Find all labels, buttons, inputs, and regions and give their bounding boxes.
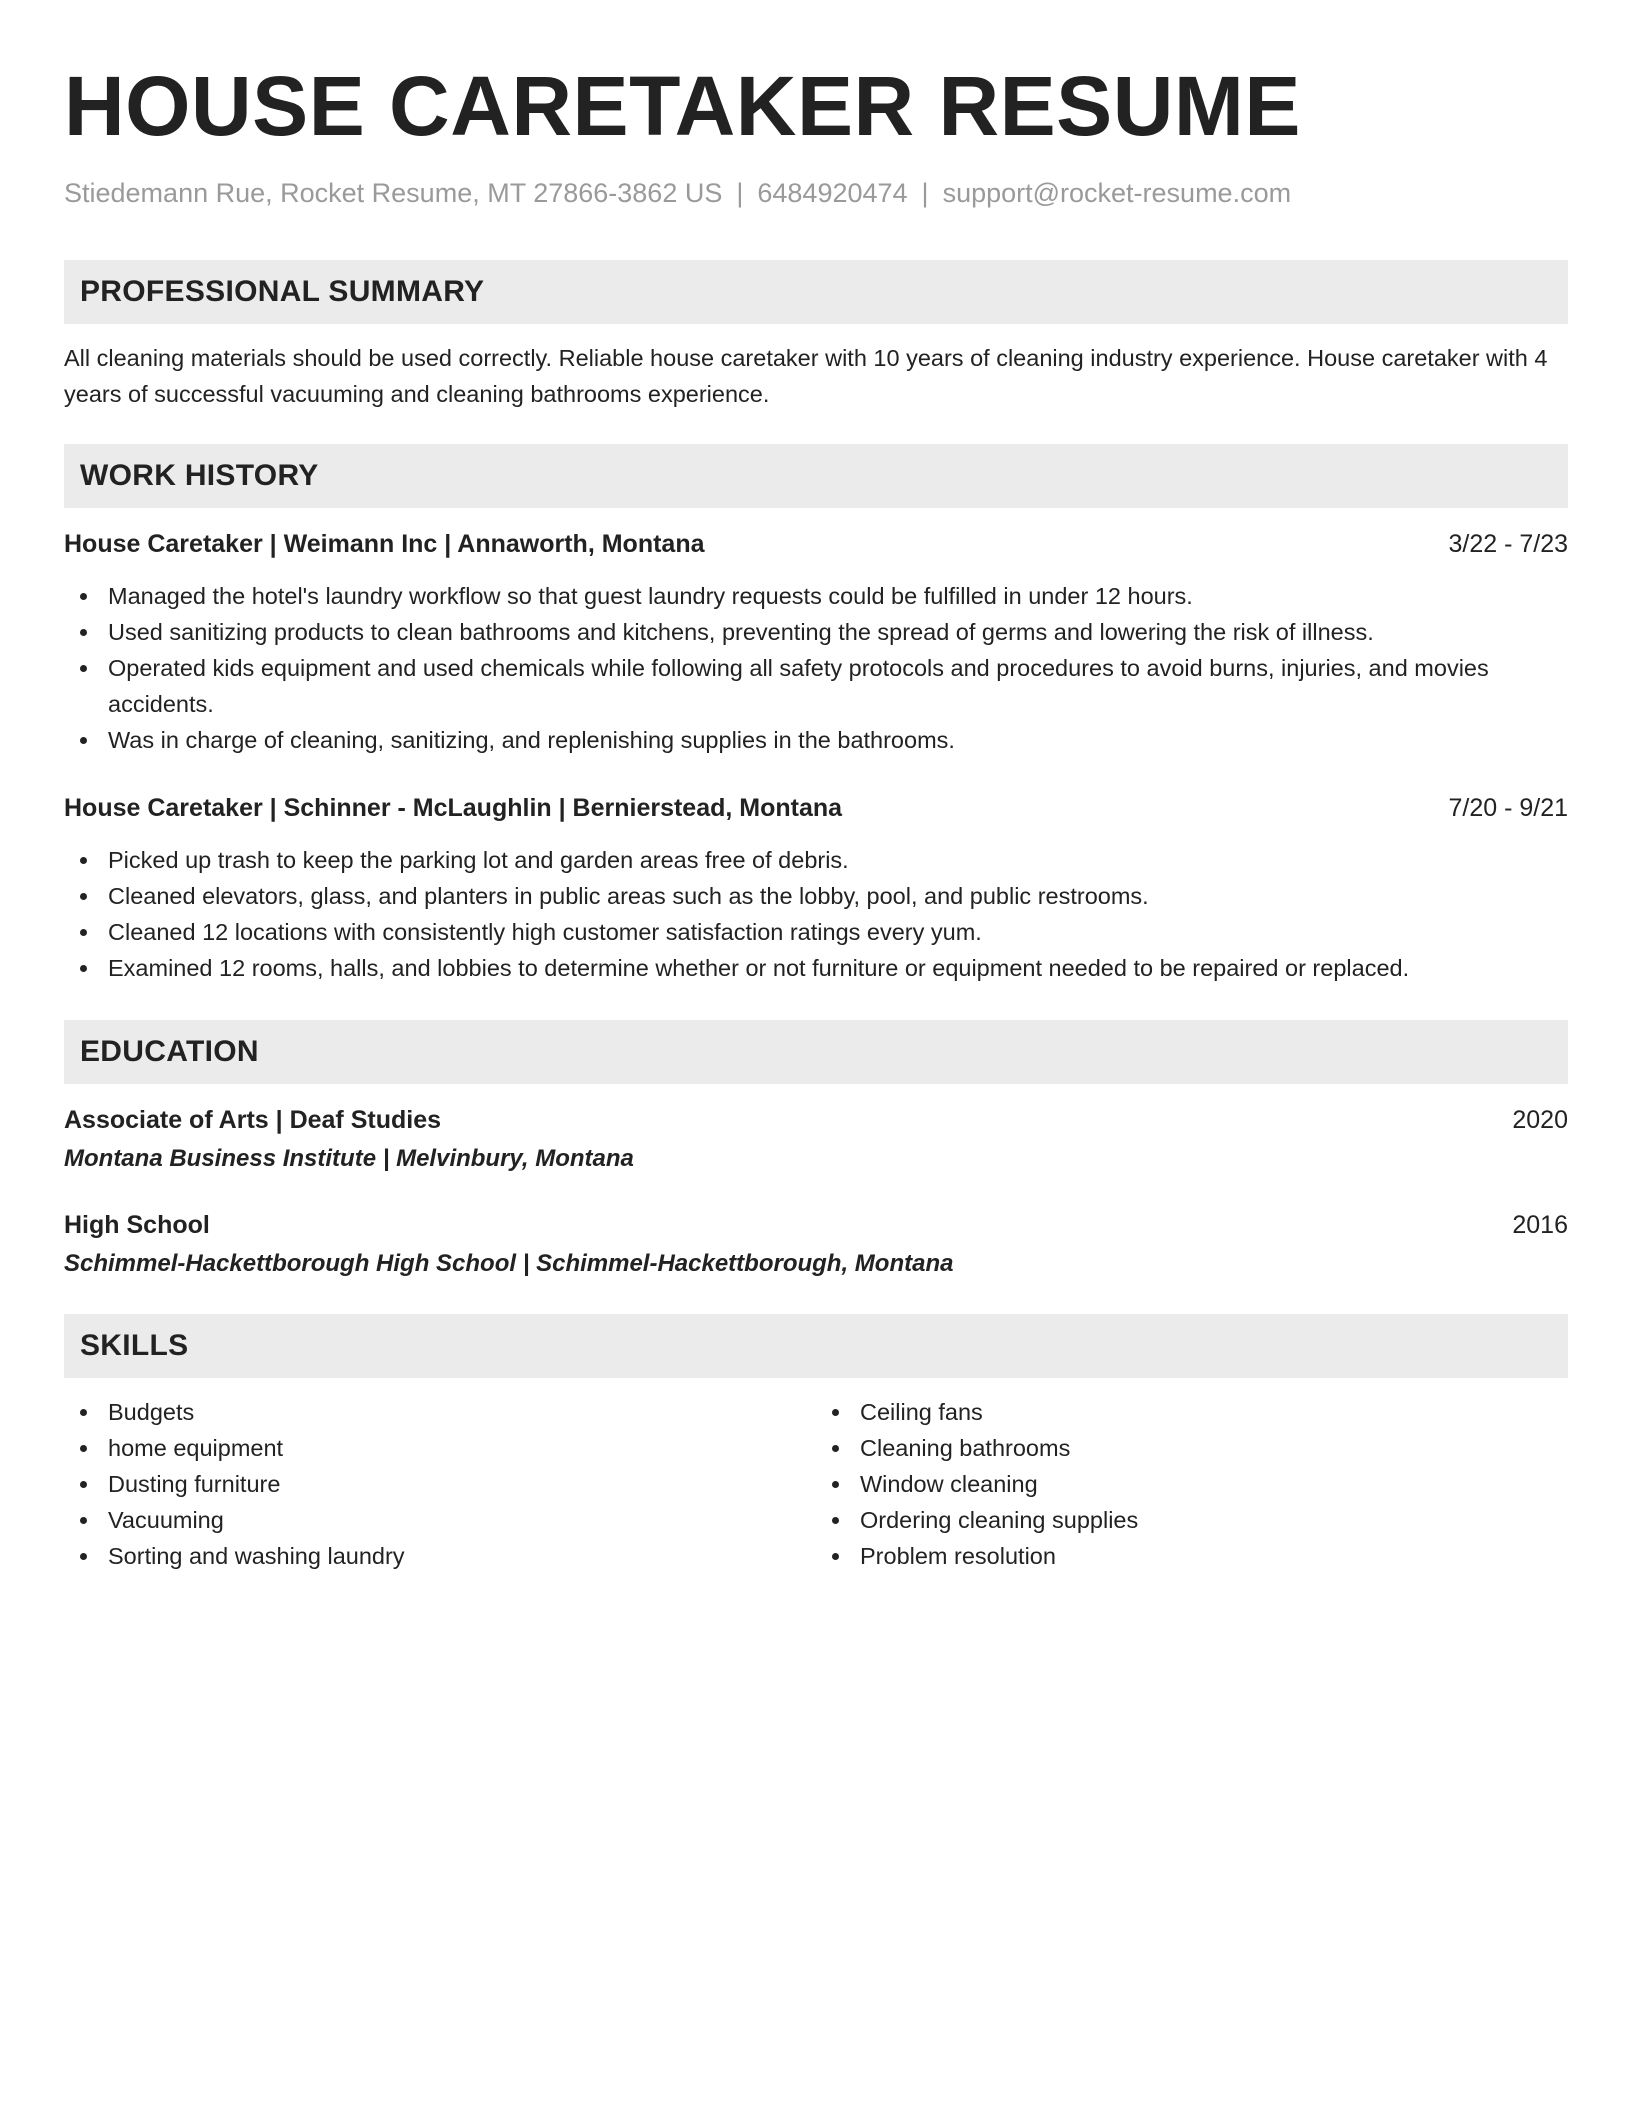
education-school: Montana Business Institute | Melvinbury, Montana [64,1145,634,1172]
job-bullet: Operated kids equipment and used chemicals while following all safety protocols and procedures to avoid burns, injuries, and movies accidents. [64,650,1568,722]
job-bullet: Picked up trash to keep the parking lot and garden areas free of debris. [64,842,1568,878]
job-bullet: Was in charge of cleaning, sanitizing, and replenishing supplies in the bathrooms. [64,722,1568,758]
job-bullet-list [64,842,1568,986]
section-heading-work-history: WORK HISTORY [64,444,1568,508]
contact-phone: 6484920474 [757,178,908,208]
contact-address: Stiedemann Rue, Rocket Resume, MT 27866-3862 US [64,178,723,208]
section-heading-summary: PROFESSIONAL SUMMARY [64,260,1568,324]
skill-item: Ceiling fans [816,1394,1568,1430]
job-bullet: Examined 12 rooms, halls, and lobbies to determine whether or not furniture or equipment needed to be repaired or replaced. [64,950,1568,986]
skill-item: Dusting furniture [64,1466,816,1502]
skills-list-right [816,1394,1568,1574]
skill-item: home equipment [64,1430,816,1466]
education-year: 2016 [1512,1211,1568,1239]
job-title: House Caretaker | Schinner - McLaughlin | Bernierstead, Montana [64,794,843,822]
job-dates: 3/22 - 7/23 [1448,530,1568,558]
skill-item: Budgets [64,1394,816,1430]
job-bullet: Managed the hotel's laundry workflow so that guest laundry requests could be fulfilled in under 12 hours. [64,578,1568,614]
skill-item: Vacuuming [64,1502,816,1538]
contact-separator: | [921,178,929,208]
skill-item: Cleaning bathrooms [816,1430,1568,1466]
skill-item: Ordering cleaning supplies [816,1502,1568,1538]
job-title: House Caretaker | Weimann Inc | Annaworth, Montana [64,530,705,558]
job-bullet-list [64,578,1568,758]
job-header [64,792,1568,824]
education-school: Schimmel-Hackettborough High School | Schimmel-Hackettborough, Montana [64,1250,954,1277]
job-bullet: Cleaned 12 locations with consistently high customer satisfaction ratings every yum. [64,914,1568,950]
summary-text: All cleaning materials should be used correctly. Reliable house caretaker with 10 years of cleaning industry experience. House caretaker with 4 years of successful vacuuming and cleaning bathrooms experience. [64,345,1548,407]
education-header [64,1104,1568,1136]
education-degree: High School [64,1211,210,1239]
education-year: 2020 [1512,1106,1568,1134]
education-header [64,1209,1568,1241]
job-header [64,528,1568,560]
skill-item: Problem resolution [816,1538,1568,1574]
contact-email: support@rocket-resume.com [942,178,1292,208]
job-dates: 7/20 - 9/21 [1448,794,1568,822]
section-heading-skills: SKILLS [64,1314,1568,1378]
job-bullet: Used sanitizing products to clean bathrooms and kitchens, preventing the spread of germs and lowering the risk of illness. [64,614,1568,650]
job-bullet: Cleaned elevators, glass, and planters in public areas such as the lobby, pool, and public restrooms. [64,878,1568,914]
skill-item: Sorting and washing laundry [64,1538,816,1574]
skill-item: Window cleaning [816,1466,1568,1502]
contact-line [64,176,1568,210]
education-degree: Associate of Arts | Deaf Studies [64,1106,442,1134]
contact-separator: | [736,178,744,208]
skills-list-left [64,1394,816,1574]
resume-title: HOUSE CARETAKER RESUME [64,59,1301,153]
section-heading-education: EDUCATION [64,1020,1568,1084]
skills-columns [64,1394,1568,1574]
